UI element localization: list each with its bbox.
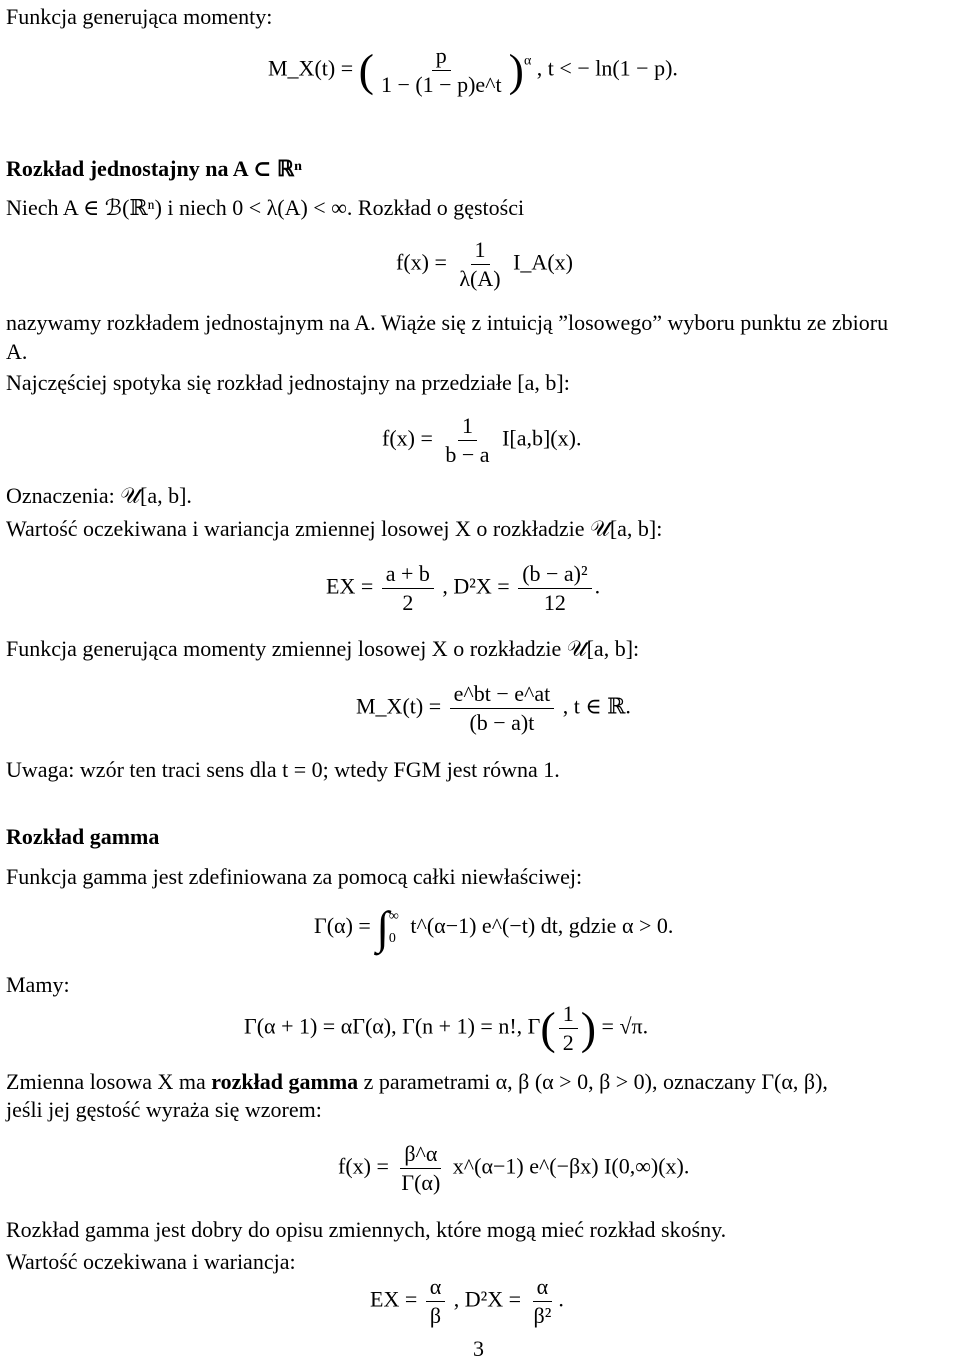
mgf-fraction: $\frac{p}{1 - (1 - p)e\^{}t}$ (380, 43, 502, 97)
gamma-density: f(x) = $\frac{\beta\^{}\alpha}{\Gamma(\alpha)}$ x^(α−1) e^(−βx) I(0,∞)(x). (338, 1141, 690, 1195)
uniform-heading: Rozkład jednostajny na A ⊂ ℝⁿ (6, 156, 302, 181)
uniform-mgf: M_X(t) = $\frac{e\^{}bt - e\^{}at}{(b - a)t}$ , t ∈ ℝ. (356, 681, 631, 735)
uniform-para1: nazywamy rozkładem jednostajnym na A. Wiąże się z intuicją ”losowego” wyboru punktu ze zbioru (6, 310, 889, 335)
mgf-formula: M_X(t) = ( $\frac{p}{1 - (1 - p)e\^{}t}$ )$^\alpha$ , t < − ln(1 − p). (268, 43, 678, 97)
uniform-para2: Najczęściej spotyka się rozkład jednostajny na przedziałe [a, b]: (6, 370, 570, 395)
gamma-definition: Zmienna losowa X ma rozkład gamma z parametrami α, β (α > 0, β > 0), oznaczany Γ(α, β), (6, 1069, 828, 1094)
uniform-intro: Niech A ∈ ℬ(ℝⁿ) i niech 0 < λ(A) < ∞. Rozkład o gęstości (6, 195, 525, 220)
uniform-notation: Oznaczenia: 𝒰[a, b]. (6, 483, 192, 508)
uniform-mgf-intro: Funkcja generująca momenty zmiennej losowej X o rozkładzie 𝒰[a, b]: (6, 636, 640, 661)
mgf-lhs: M_X(t) = (268, 55, 354, 81)
gamma-mamy: Mamy: (6, 972, 70, 997)
gamma-skew: Rozkład gamma jest dobry do opisu zmiennych, które mogą mieć rozkład skośny. (6, 1217, 727, 1242)
gamma-heading: Rozkład gamma (6, 824, 160, 849)
uniform-note: Uwaga: wzór ten traci sens dla t = 0; wtedy FGM jest równa 1. (6, 757, 560, 782)
uniform-para1-end: A. (6, 339, 28, 364)
interval-density: f(x) = $\frac{1}{b - a}$ I[a,b](x). (382, 413, 582, 467)
mgf-title: Funkcja generująca momenty: (6, 4, 273, 29)
gamma-moments-intro: Wartość oczekiwana i wariancja: (6, 1249, 296, 1274)
integral-sign: ∫ (376, 902, 389, 953)
gamma-integral: Γ(α) = ∫ ∞ 0 t^(α−1) e^(−t) dt, gdzie α > 0. (314, 902, 674, 953)
page-number: 3 (473, 1336, 484, 1361)
gamma-intro: Funkcja gamma jest zdefiniowana za pomocą całki niewłaściwej: (6, 864, 583, 889)
uniform-density: f(x) = $\frac{1}{\lambda(A)}$ I_A(x) (396, 237, 573, 291)
gamma-moments: EX = $\frac{\alpha}{\beta}$ , D²X = $\frac{\alpha}{\text{β²}}$ . (370, 1274, 564, 1328)
gamma-properties: Γ(α + 1) = αΓ(α), Γ(n + 1) = n!, Γ( $\frac{1}{2}$ ) = √π. (244, 1001, 649, 1055)
uniform-moments-intro: Wartość oczekiwana i wariancja zmiennej losowej X o rozkładzie 𝒰[a, b]: (6, 516, 663, 541)
gamma-definition-line2: jeśli jej gęstość wyraża się wzorem: (6, 1097, 322, 1122)
uniform-moments: EX = $\frac{a + b}{2}$ , D²X = $\frac{\text{(b − a)²}}{12}$ . (326, 561, 601, 615)
